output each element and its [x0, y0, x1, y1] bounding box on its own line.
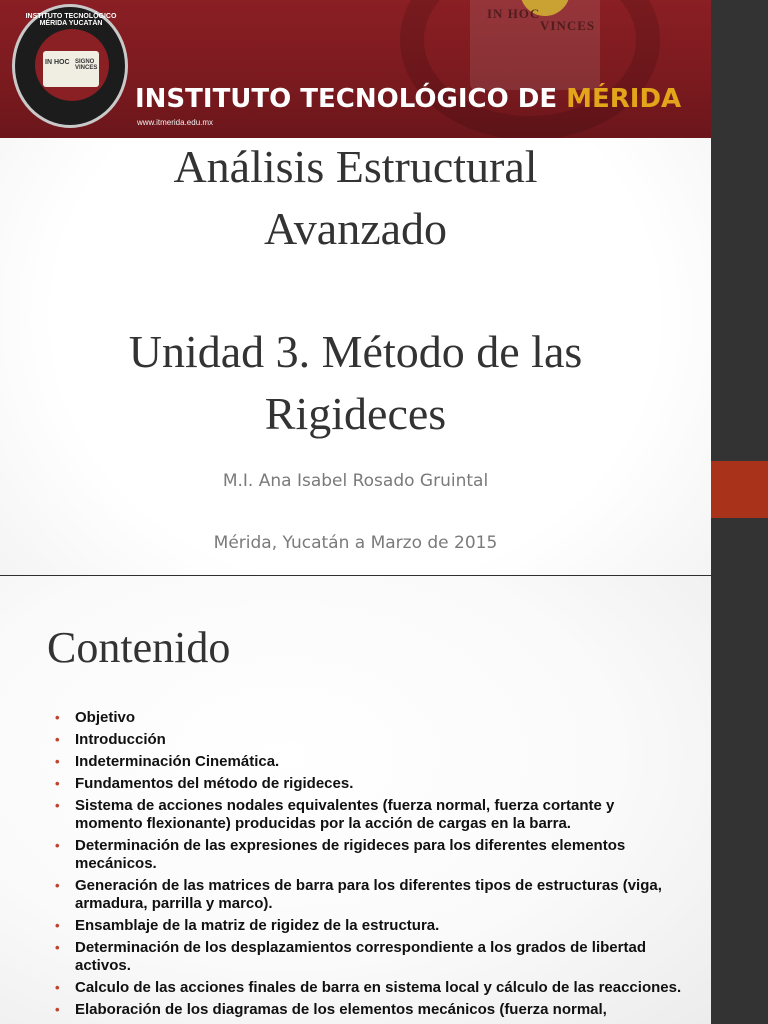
bullet-icon: • [55, 776, 60, 791]
bullet-icon: • [55, 754, 60, 769]
unit-title-line-2: Rigideces [264, 388, 447, 439]
list-item-text: Introducción [75, 731, 166, 748]
list-item [55, 917, 685, 935]
banner-title-accent: MÉRIDA [566, 84, 682, 114]
list-item-text: Fundamentos del método de rigideces. [75, 775, 354, 792]
unit-title-line-1: Unidad 3. Método de las [128, 326, 583, 377]
list-item [55, 731, 685, 749]
bullet-icon: • [55, 838, 60, 853]
bullet-icon: • [55, 710, 60, 725]
list-item-text: Sistema de acciones nodales equivalentes (fuerza normal, fuerza cortante y momento flexionante) producidas por la acción de cargas en la barra. [75, 797, 615, 832]
list-item [55, 979, 685, 997]
watermark-text-left: IN HOC [487, 6, 541, 21]
list-item [55, 837, 685, 873]
list-item [55, 1001, 685, 1019]
contents-list [55, 709, 685, 1023]
list-item-text: Ensamblaje de la matriz de rigidez de la estructura. [75, 917, 440, 934]
list-item [55, 775, 685, 793]
bullet-icon: • [55, 1002, 60, 1017]
list-item [55, 877, 685, 913]
list-item-text: Generación de las matrices de barra para los diferentes tipos de estructuras (viga, armadura, parrilla y marco). [75, 877, 662, 912]
logo-book-left-text: IN HOC [45, 59, 70, 66]
bullet-icon: • [55, 878, 60, 893]
logo-ring-text: INSTITUTO TECNOLÓGICO MÉRIDA YUCATÁN [25, 13, 117, 27]
course-title-line-2: Avanzado [263, 203, 448, 254]
list-item-text: Calculo de las acciones finales de barra en sistema local y cálculo de las reacciones. [75, 979, 682, 996]
list-item [55, 753, 685, 771]
place-date: Mérida, Yucatán a Marzo de 2015 [213, 533, 498, 553]
banner-url: www.itmerida.edu.mx [137, 118, 214, 127]
list-item [55, 797, 685, 833]
list-item-text: Elaboración de los diagramas de los elementos mecánicos (fuerza normal, [75, 1001, 607, 1018]
course-title-line-1: Análisis Estructural [173, 141, 538, 192]
author-name: M.I. Ana Isabel Rosado Gruintal [222, 471, 489, 491]
bullet-icon: • [55, 980, 60, 995]
banner-title [135, 84, 681, 114]
logo-book-right-text: SIGNO VINCES [75, 59, 98, 71]
list-item-text: Determinación de los desplazamientos correspondiente a los grados de libertad activos. [75, 939, 646, 974]
bullet-icon: • [55, 940, 60, 955]
list-item-text: Indeterminación Cinemática. [75, 753, 280, 770]
bullet-icon: • [55, 732, 60, 747]
watermark-text-right: VINCES [540, 18, 596, 33]
institute-logo [12, 4, 128, 128]
list-item [55, 939, 685, 975]
institution-banner [0, 0, 711, 138]
viewer-scroll-thumb[interactable] [711, 461, 768, 518]
list-item-text: Objetivo [75, 709, 136, 726]
list-item-text: Determinación de las expresiones de rigideces para los diferentes elementos mecánicos. [75, 837, 626, 872]
list-item [55, 709, 685, 727]
banner-title-main: INSTITUTO TECNOLÓGICO DE [135, 84, 567, 114]
contents-heading: Contenido [47, 623, 231, 672]
bullet-icon: • [55, 798, 60, 813]
bullet-icon: • [55, 918, 60, 933]
contents-slide [0, 576, 711, 1024]
